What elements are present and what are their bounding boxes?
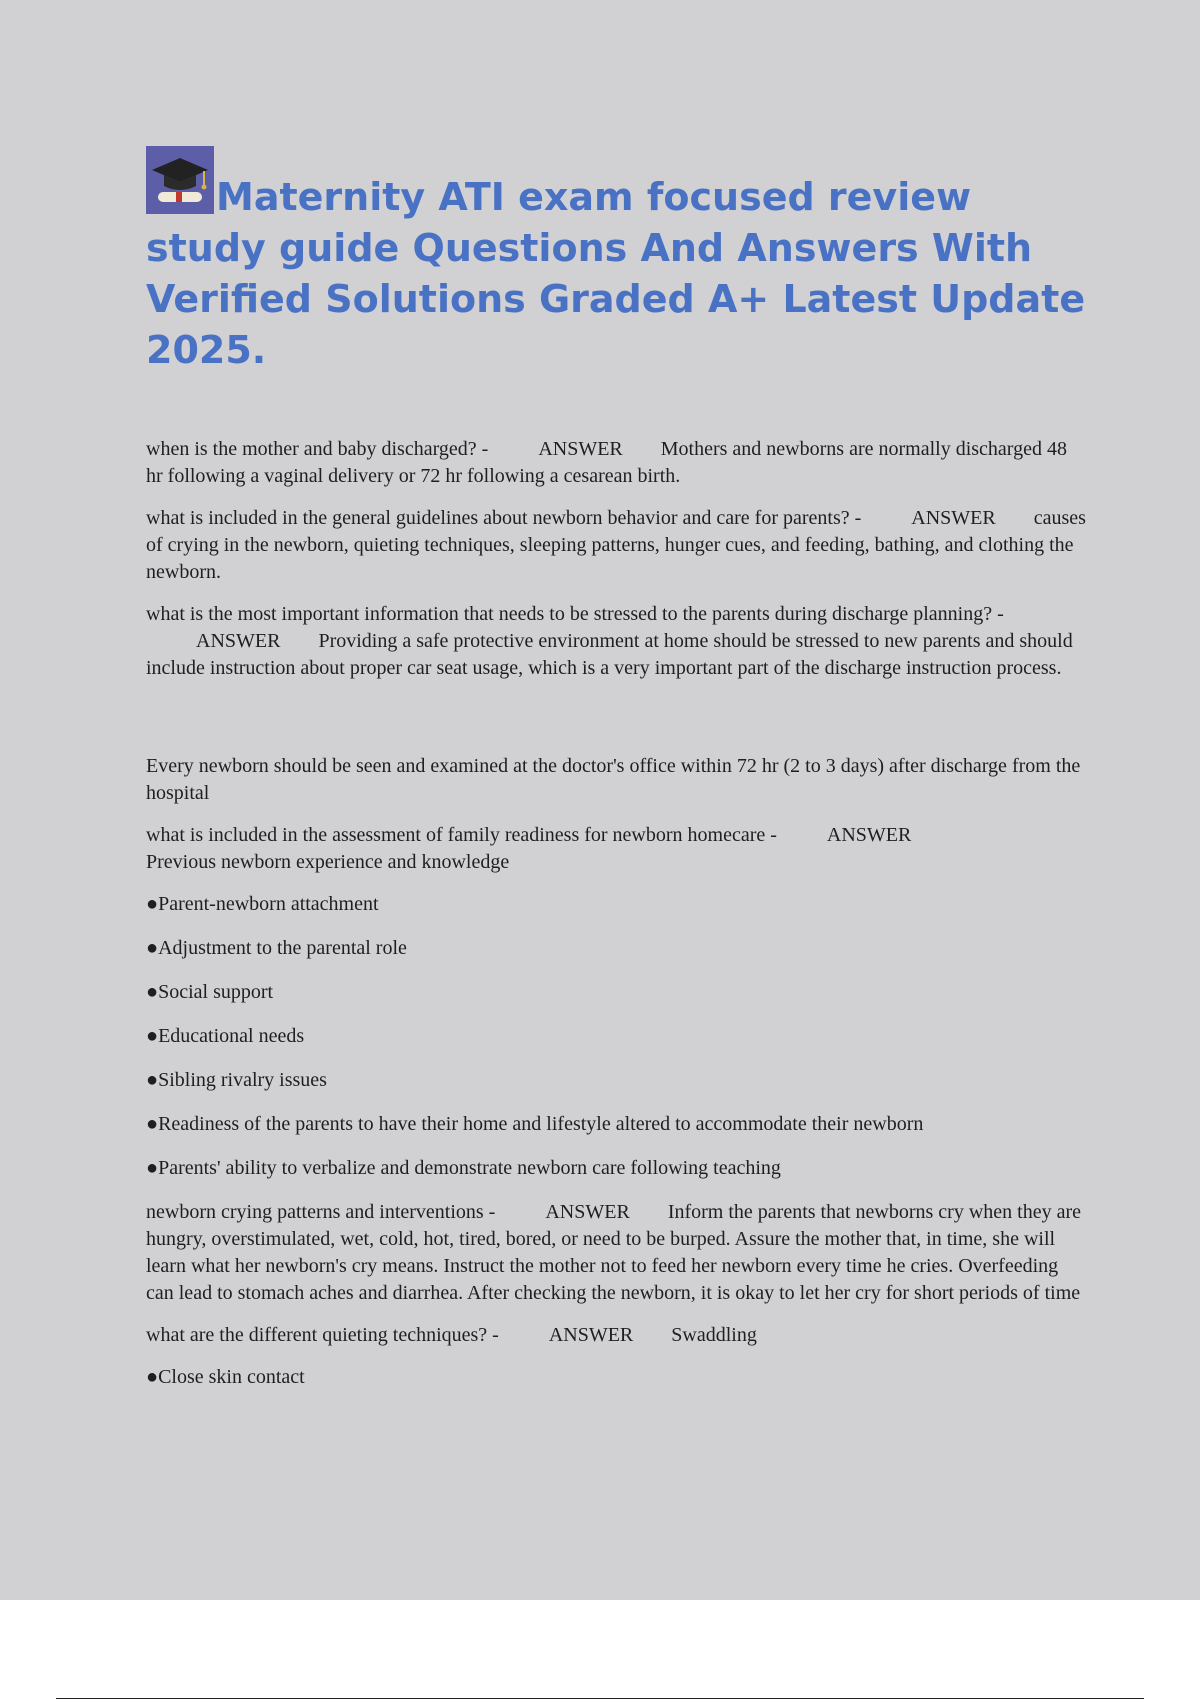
question-text: newborn crying patterns and interventions - xyxy=(146,1201,496,1223)
question-text: what is the most important information that needs to be stressed to the parents during discharge planning? - xyxy=(146,603,1004,625)
footer-divider xyxy=(56,1698,1144,1699)
list-item: ●Readiness of the parents to have their home and lifestyle altered to accommodate their newborn xyxy=(146,1113,924,1135)
answer-label: ANSWER xyxy=(548,1324,634,1346)
list-item: ●Parent-newborn attachment xyxy=(146,893,379,915)
note-paragraph: Every newborn should be seen and examined at the doctor's office within 72 hr (2 to 3 days) after discharge from the hospital xyxy=(146,755,1081,804)
answer-text: Previous newborn experience and knowledge xyxy=(146,851,510,873)
qa-item xyxy=(146,822,1086,876)
qa-item xyxy=(146,505,1086,586)
list-item: ●Sibling rivalry issues xyxy=(146,1069,327,1091)
qa-item xyxy=(146,436,1086,490)
question-text: what is included in the assessment of family readiness for newborn homecare - xyxy=(146,824,777,846)
answer-label: ANSWER xyxy=(538,438,623,460)
document-body xyxy=(146,436,1086,1408)
graduation-cap-icon xyxy=(146,146,214,214)
qa-item xyxy=(146,1322,1086,1349)
question-text: what is included in the general guidelines about newborn behavior and care for parents? - xyxy=(146,507,862,529)
answer-text: causes of crying in the newborn, quieting techniques, sleeping patterns, hunger cues, and feeding, bathing, and clothing the newborn. xyxy=(146,507,1086,583)
question-text: what are the different quieting techniques? - xyxy=(146,1324,499,1346)
list-item: ●Adjustment to the parental role xyxy=(146,937,407,959)
answer-label: ANSWER xyxy=(911,507,996,529)
list-item: ●Parents' ability to verbalize and demonstrate newborn care following teaching xyxy=(146,1157,781,1179)
qa-item xyxy=(146,1199,1086,1307)
answer-text: Swaddling xyxy=(671,1324,757,1346)
list-item: ●Social support xyxy=(146,981,274,1003)
list-item: ●Close skin contact xyxy=(146,1366,305,1388)
question-text: when is the mother and baby discharged? - xyxy=(146,438,489,460)
spacer xyxy=(146,697,1086,753)
qa-item xyxy=(146,601,1086,682)
list-item: ●Educational needs xyxy=(146,1025,305,1047)
answer-label: ANSWER xyxy=(826,824,912,846)
answer-text: Mothers and newborns are normally discharged 48 hr following a vaginal delivery or 72 hr following a cesarean birth. xyxy=(146,438,1067,487)
answer-label: ANSWER xyxy=(545,1201,630,1223)
answer-label: ANSWER xyxy=(196,630,281,652)
answer-text: Inform the parents that newborns cry when they are hungry, overstimulated, wet, cold, hot, tired, bored, or need to be burped. Assure the mother that, in time, she will learn what her newborn's cry means. Instruct the mother not to feed her newborn every time he cries. Overfeeding can lead to stomach aches and diarrhea. After checking the newborn, it is okay to let her cry for short periods of time xyxy=(146,1201,1081,1304)
title-area xyxy=(146,146,1086,376)
answer-text: Providing a safe protective environment at home should be stressed to new parents and should include instruction about proper car seat usage, which is a very important part of the discharge instruction process. xyxy=(146,630,1073,679)
document-title: Maternity ATI exam focused review study guide Questions And Answers With Verified Solutions Graded A+ Latest Update 2025. xyxy=(146,146,1086,376)
